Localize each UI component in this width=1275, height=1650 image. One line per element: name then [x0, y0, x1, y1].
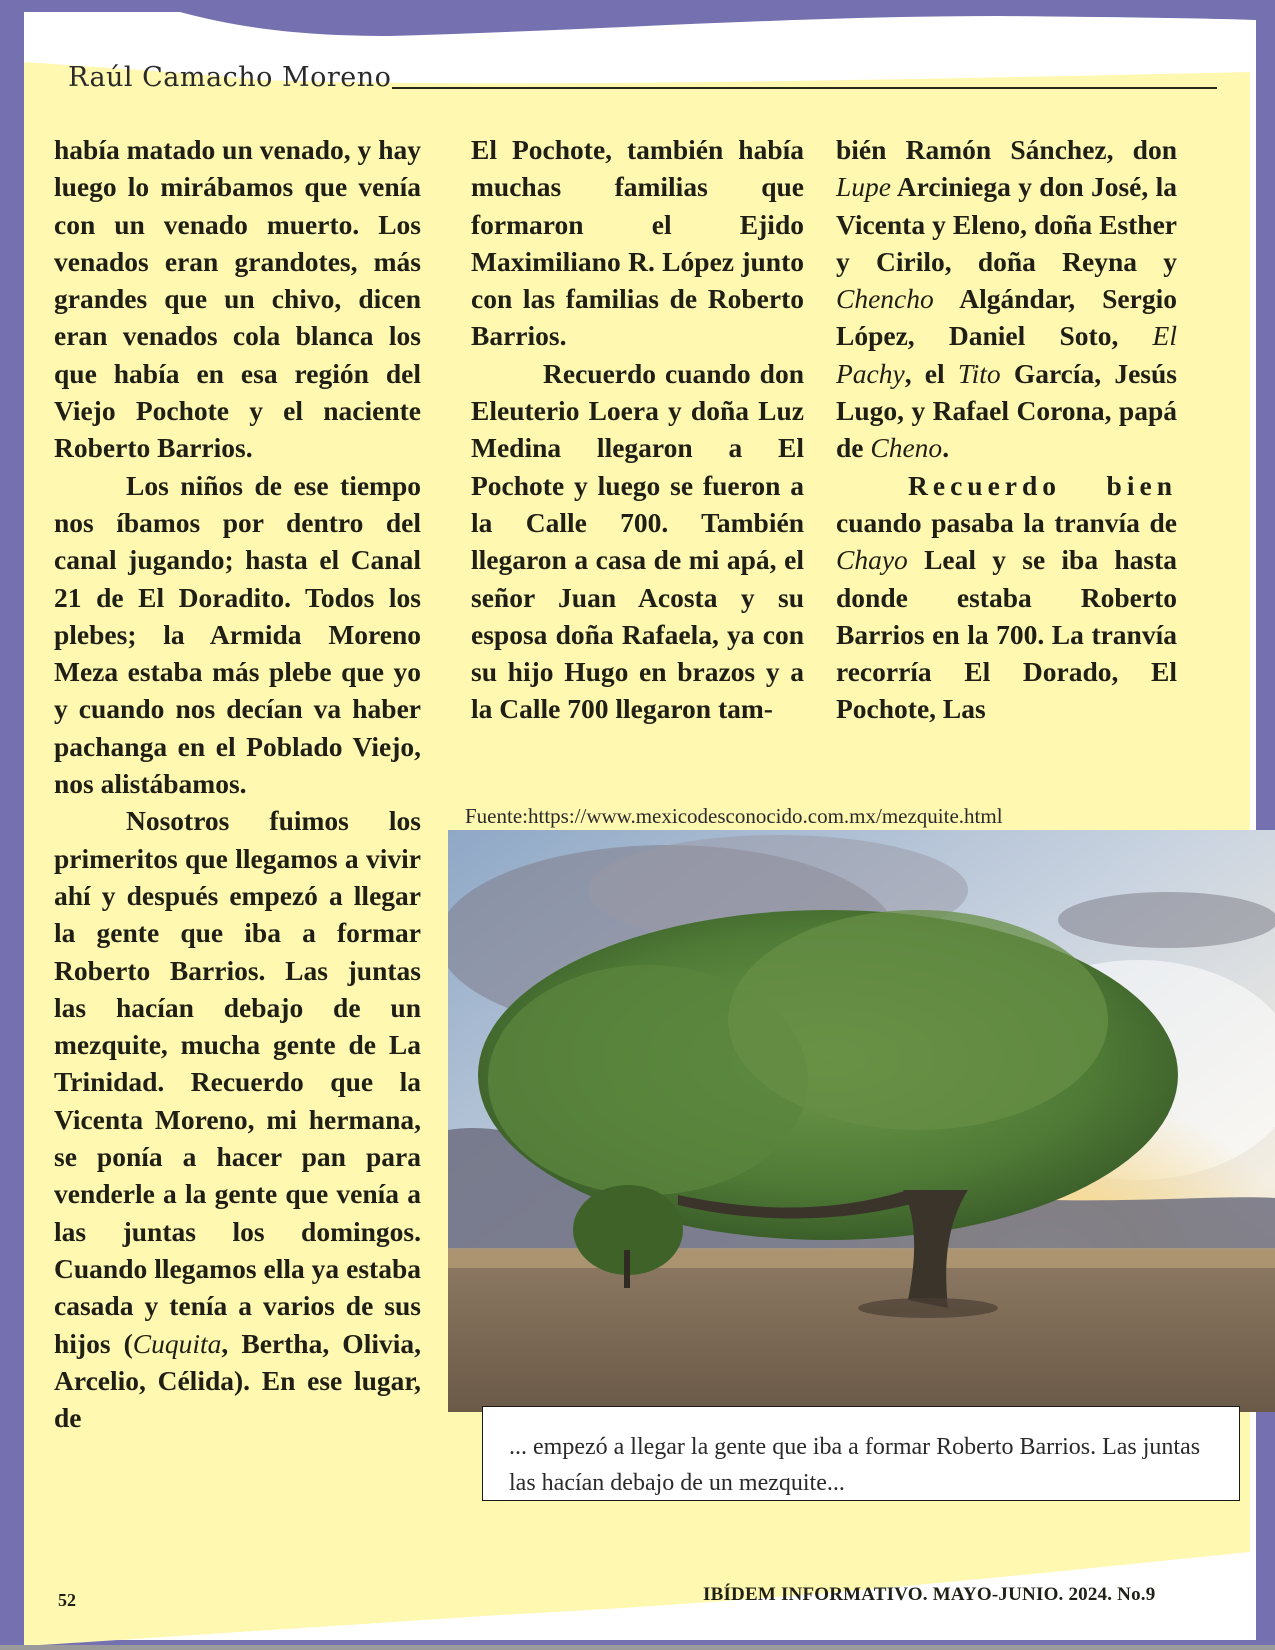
mesquite-photo	[448, 830, 1275, 1412]
article-paragraph: El Pochote, también había muchas familias que formaron el Ejido Maximiliano R. López junto con las familias de Roberto Barrios.	[471, 134, 804, 352]
article-paragraph: Recuerdo cuando don Eleuterio Loera y doña Luz Medina llegaron a El Pochote y luego se fueron a la Calle 700. También llegaron a casa de mi apá, el señor Juan Acosta y su esposa doña Rafaela, ya con su hijo Hugo en brazos y a la Calle 700 llegaron tam-	[471, 357, 804, 725]
article-paragraph: había matado un venado, y hay luego lo mirábamos que venía con un venado muerto. Los venados eran grandotes, más grandes que un chivo, dicen eran venados cola blanca los que había en esa región del Viejo Pochote y el naciente Roberto Barrios.	[54, 134, 421, 464]
article-paragraph: Recuerdo bien cuando pasaba la tranvía de Chayo Leal y se iba hasta donde estaba Roberto Barrios en la 700. La tranvía recorría El Dorado, El Pochote, Las	[836, 469, 1177, 725]
header-rule	[392, 87, 1217, 89]
publication-footer: IBÍDEM INFORMATIVO. MAYO-JUNIO. 2024. No.9	[703, 1584, 1156, 1605]
article-column-1	[54, 131, 421, 1436]
page-number: 52	[58, 1590, 76, 1610]
article-column-3	[836, 131, 1177, 728]
pull-quote: ... empezó a llegar la gente que iba a formar Roberto Barrios. Las juntas las hacían debajo de un mezquite...	[482, 1406, 1240, 1501]
mesquite-tree-image	[448, 830, 1275, 1412]
bottom-rule	[0, 1645, 1275, 1650]
article-paragraph: Los niños de ese tiempo nos íbamos por dentro del canal jugando; hasta el Canal 21 de El Doradito. Todos los plebes; la Armida Moreno Meza estaba más plebe que yo y cuando nos decían va haber pachanga en el Poblado Viejo, nos alistábamos.	[54, 469, 421, 800]
article-paragraph: Nosotros fuimos los primeritos que llegamos a vivir ahí y después empezó a llegar la gente que iba a formar Roberto Barrios. Las juntas las hacían debajo de un mezquite, mucha gente de La Trinidad. Recuerdo que la Vicenta Moreno, mi hermana, se ponía a hacer pan para venderle a la gente que venía a las juntas los domingos. Cuando llegamos ella ya estaba casada y tenía a varios de sus hijos (Cuquita, Bertha, Olivia, Arcelio, Célida). En ese lugar, de	[54, 805, 421, 1434]
article-column-2	[471, 131, 804, 728]
image-source-credit: Fuente:https://www.mexicodesconocido.com.mx/mezquite.html	[465, 804, 1003, 828]
author-name: Raúl Camacho Moreno	[68, 62, 392, 93]
article-paragraph: bién Ramón Sánchez, don Lupe Arciniega y don José, la Vicenta y Eleno, doña Esther y Cirilo, doña Reyna y Chencho Algándar, Sergio López, Daniel Soto, El Pachy, el Tito García, Jesús Lugo, y Rafael Corona, papá de Cheno.	[836, 134, 1177, 464]
